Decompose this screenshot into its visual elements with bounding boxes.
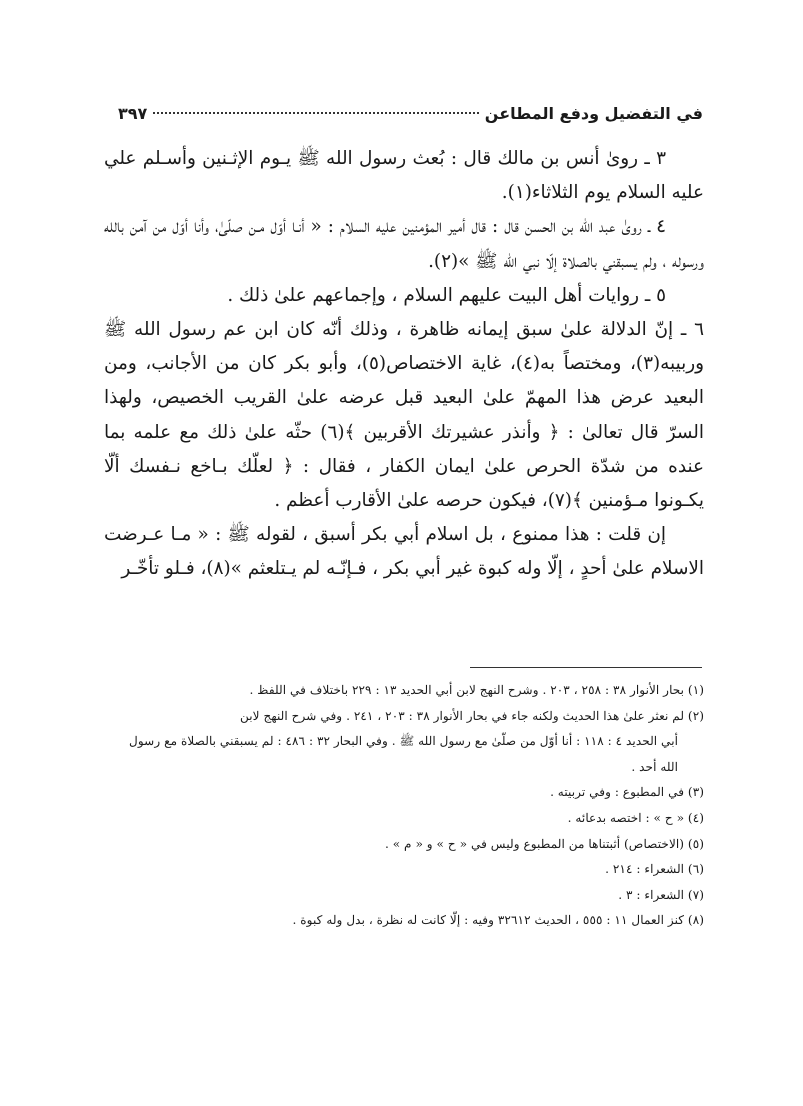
main-text (104, 142, 704, 587)
footnote-4: (٤) « ح » : اختصه بدعائه . (567, 810, 704, 825)
paragraph-3: ٣ ـ رویٰ أنس بن مالك قال : بُعث رسول الله ﷺ يـوم الإثـنين وأسـلم علي علیه السلام يوم الثلاثاء(١). (104, 148, 704, 204)
footnote-2-continued: أبي الحديد ٤ : ١١٨ : أنا أوّل من صلّیٰ مع رسول الله ﷺ . وفي البحار ٣٢ : ٤٨٦ : لم يسبقني بالصلاة مع رسول الله أحد . (129, 734, 678, 774)
paragraph-6: ٦ ـ إنّ الدلالة علیٰ سبق إيمانه ظاهرة ، وذلك أنّه كان ابن عم رسول الله ﷺ وربيبه(٣)، ومختصاً به(٤)، غاية الاختصاص(٥)، وأبو بكر كان من الأجانب، ومن البعيد عرض هذا المهمّ علیٰ البعيد قبل عرضه علیٰ القريب الخصيص، ولهذا السرّ قال تعالیٰ : ﴿ وأنذر عشيرتك الأقربين ﴾(٦) حثّه علیٰ ذلك مع علمه بما عنده من شدّة الحرص علیٰ ايمان الكفار ، فقال : ﴿ لعلّك بـاخع نـفسك ألّا يكـونوا مـؤمنين ﴾(٧)، فيكون حرصه علیٰ الأقارب أعظم . (104, 319, 704, 512)
header-title: في التفضيل ودفع المطاعن (484, 104, 703, 123)
footnote-1: (١) بحار الأنوار ٣٨ : ٢٥٨ ، ٢٠٣ . وشرح النهج لابن أبي الحديد ١٣ : ٢٢٩ باختلاف في اللفظ . (249, 683, 704, 697)
paragraph-objection: إن قلت : هذا ممنوع ، بل اسلام أبي بكر أسبق ، لقوله ﷺ : « مـا عـرضت الاسلام علیٰ أحدٍ ، إلّا وله كبوة غير أبي بكر ، فـإنّـه لم يـتلعثم »(٨)، فـلو تأخّـر (104, 524, 704, 580)
footnote-8: (٨) كنز العمال ١١ : ٥٥٥ ، الحديث ٣٢٦١٢ وفيه : إلّا كانت له نظرة ، بدل وله كبوة . (292, 913, 704, 928)
footnote-3: (٣) في المطبوع : وفي تربيته . (550, 785, 704, 800)
footnote-7: (٧) الشعراء : ٣ . (618, 887, 704, 902)
running-header (118, 104, 703, 134)
header-leader-dots (153, 112, 479, 114)
footnote-separator (470, 667, 702, 668)
footnote-5: (٥) (الاختصاص) أثبتناها من المطبوع وليس في « ح » و « م » . (384, 836, 704, 851)
page-number: ٣٩٧ (118, 104, 148, 123)
paragraph-4: ٤ ـ رویٰ عبد الله بن الحسن قال : قال أمير المؤمنين علیه السلام : « أنـا أوّل مـن صلّیٰ، وأنا أوّل من آمن بالله ورسوله ، ولم يسبقني بالصلاة إلّا نبي الله ﷺ »(٢). (104, 216, 704, 272)
footnotes (118, 678, 704, 934)
paragraph-5: ٥ ـ روايات أهل البيت علیهم السلام ، وإجماعهم علیٰ ذلك . (227, 284, 666, 306)
footnote-6: (٦) الشعراء : ٢١٤ . (605, 862, 704, 877)
footnote-2: (٢) لم نعثر علیٰ هذا الحديث ولكنه جاء في بحار الأنوار ٣٨ : ٢٠٣ ، ٢٤١ . وفي شرح النهج لابن (240, 708, 704, 723)
